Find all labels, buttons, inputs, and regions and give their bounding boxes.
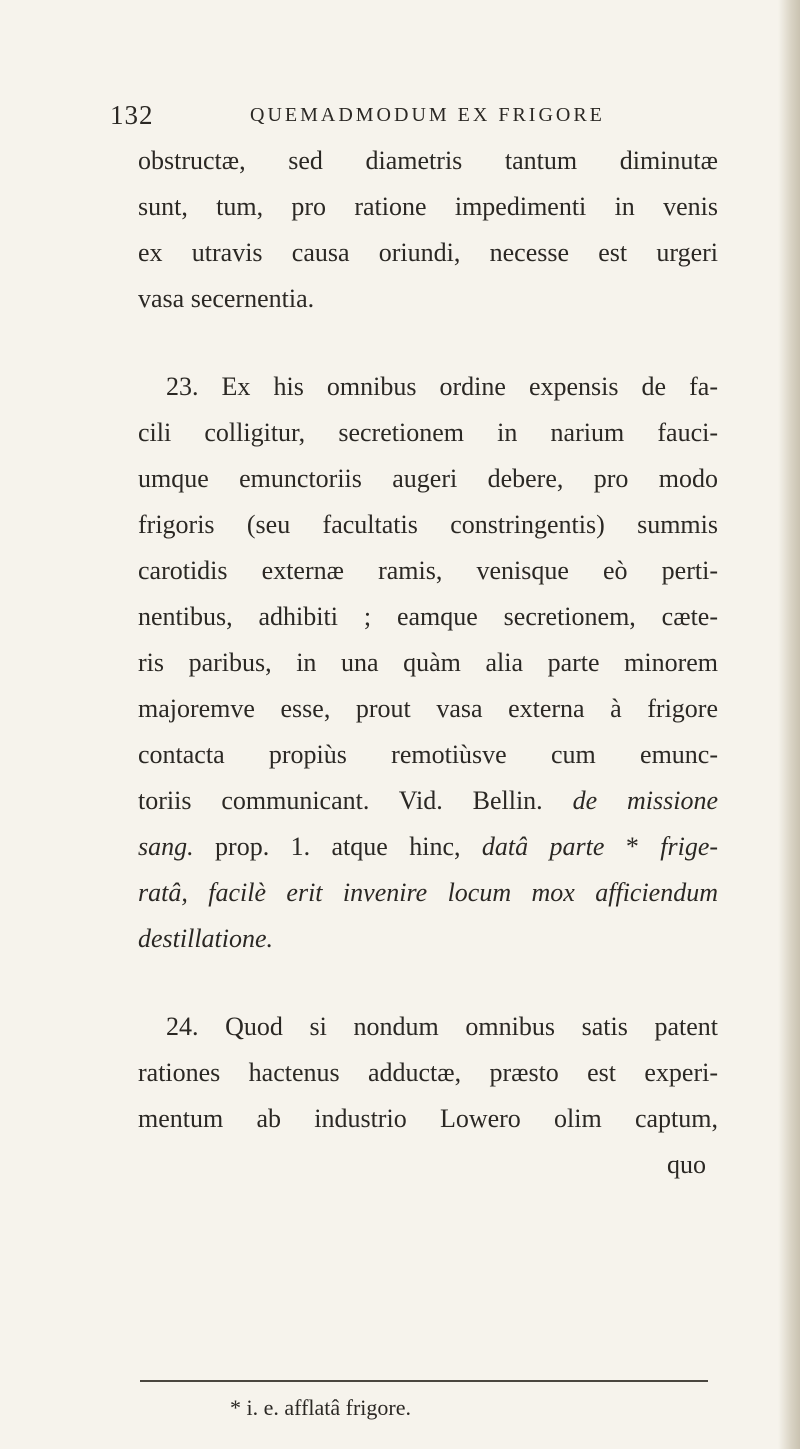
text-fragment: prop. 1. atque hinc, <box>215 832 461 861</box>
text-line <box>138 916 718 962</box>
text-line: carotidis externæ ramis, venisque eò perti- <box>138 556 718 585</box>
text-line: sunt, tum, pro ratione impedimenti in venis <box>138 192 718 221</box>
page-edge-shadow <box>778 0 800 1449</box>
text-line: obstructæ, sed diametris tantum diminutæ <box>138 146 718 175</box>
page-header <box>110 100 710 140</box>
text-fragment: toriis communicant. Vid. Bellin. <box>138 786 543 815</box>
body-text <box>138 138 718 1188</box>
running-title: QUEMADMODUM EX FRIGORE <box>250 104 605 126</box>
page-number: 132 <box>110 100 154 130</box>
text-line <box>138 824 718 870</box>
paragraph-24-start: 24. Quod si nondum omnibus satis patent <box>166 1012 718 1041</box>
text-line: umque emunctoriis augeri debere, pro modo <box>138 464 718 493</box>
text-line: contacta propiùs remotiùsve cum emunc- <box>138 740 718 769</box>
paragraph-23-start: 23. Ex his omnibus ordine expensis de fa- <box>166 372 718 401</box>
italic-fragment: de missione <box>572 786 719 815</box>
text-line: ris paribus, in una quàm alia parte minorem <box>138 648 718 677</box>
text-line <box>138 870 718 916</box>
text-line: frigoris (seu facultatis constringentis) summis <box>138 510 718 539</box>
footnote-rule <box>140 1380 708 1382</box>
italic-fragment: sang. <box>138 832 194 861</box>
footnote: * i. e. afflatâ frigore. <box>230 1395 412 1420</box>
text-line: cili colligitur, secretionem in narium fauci- <box>138 418 718 447</box>
text-line: majoremve esse, prout vasa externa à frigore <box>138 694 718 723</box>
italic-fragment: datâ parte <box>481 832 605 861</box>
text-line: ex utravis causa oriundi, necesse est urgeri <box>138 238 718 267</box>
text-line: vasa secernentia. <box>138 284 315 313</box>
text-line <box>138 778 718 824</box>
text-line: nentibus, adhibiti ; eamque secretionem, cæte- <box>138 602 718 631</box>
italic-fragment: ratâ, facilè erit invenire locum mox afficiendum <box>138 878 718 907</box>
italic-fragment: frige- <box>660 832 719 861</box>
italic-fragment: destillatione. <box>138 924 274 953</box>
catchword: quo <box>667 1150 706 1179</box>
text-line: mentum ab industrio Lowero olim captum, <box>138 1104 718 1133</box>
footnote-marker: * <box>625 832 639 861</box>
text-line: rationes hactenus adductæ, præsto est experi- <box>138 1058 718 1087</box>
